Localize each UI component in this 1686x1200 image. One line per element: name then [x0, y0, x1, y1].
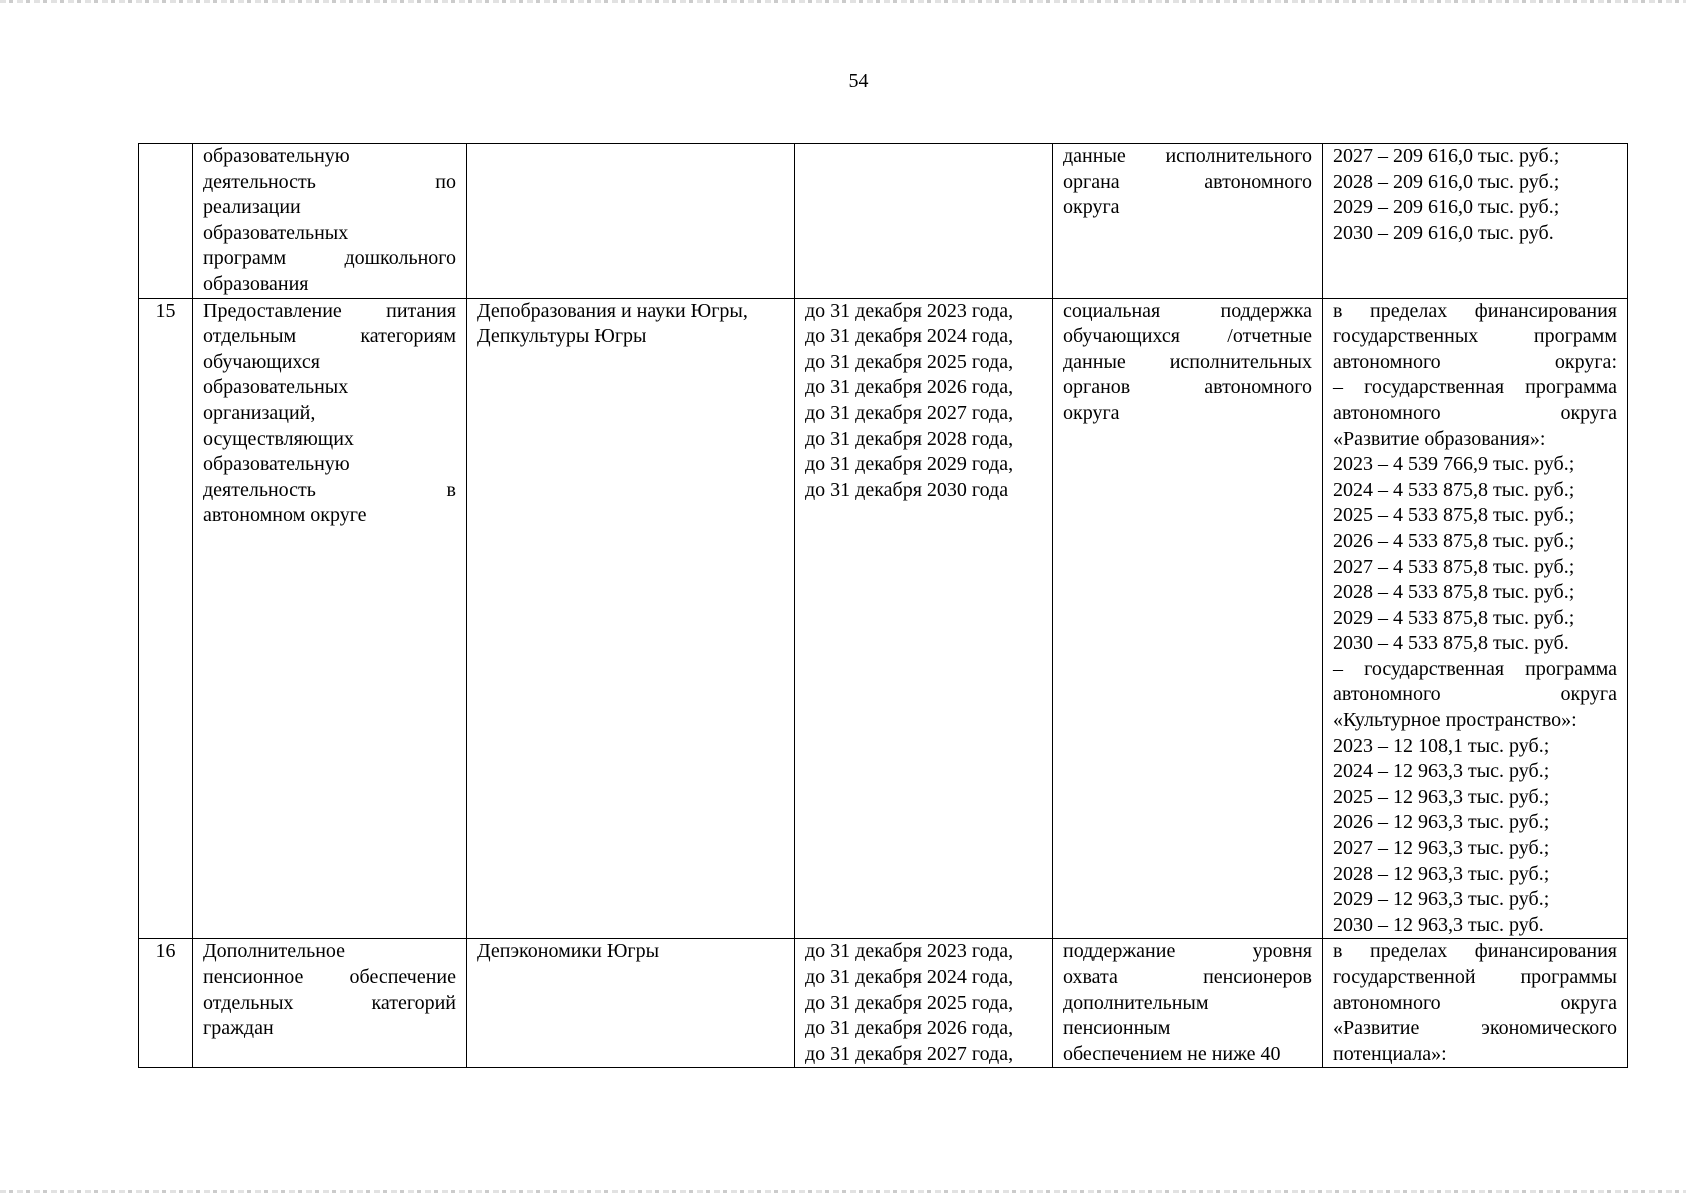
result-cell: [1053, 298, 1323, 939]
text-line: до 31 декабря 2023 года,: [805, 299, 1014, 322]
text-line: обеспечением не ниже 40: [1063, 1042, 1281, 1065]
text-line: государственных программ: [1333, 325, 1617, 348]
text-line: образовательную: [203, 145, 350, 167]
table-row: [139, 298, 1628, 939]
text-line: 2026 – 4 533 875,8 тыс. руб.;: [1333, 529, 1575, 552]
table-row: [139, 144, 1628, 299]
finance-cell: [1323, 939, 1628, 1068]
text-line: реализации: [203, 196, 301, 219]
deadline-cell: [795, 298, 1053, 939]
text-line: автономного округа: [1333, 991, 1617, 1014]
scan-edge-bottom: [0, 1190, 1686, 1193]
text-line: 2030 – 4 533 875,8 тыс. руб.: [1333, 632, 1569, 655]
text-line: отдельным категориям: [203, 325, 456, 348]
text-line: осуществляющих: [203, 427, 354, 450]
text-line: данные исполнительных: [1063, 350, 1312, 373]
text-line: автономного округа: [1333, 683, 1617, 706]
measure-name-cell: [193, 939, 467, 1068]
text-line: до 31 декабря 2027 года,: [805, 1042, 1014, 1065]
text-line: 2029 – 12 963,3 тыс. руб.;: [1333, 888, 1550, 911]
text-line: до 31 декабря 2028 года,: [805, 427, 1014, 450]
text-line: программ дошкольного: [203, 247, 456, 270]
text-line: до 31 декабря 2030 года: [805, 478, 1009, 501]
text-line: 2025 – 4 533 875,8 тыс. руб.;: [1333, 504, 1575, 527]
deadline-cell: [795, 144, 1053, 299]
text-line: образовательную: [203, 453, 350, 476]
result-cell: [1053, 939, 1323, 1068]
text-line: «Культурное пространство»:: [1333, 709, 1577, 732]
text-line: до 31 декабря 2024 года,: [805, 325, 1014, 348]
text-line: образовательных: [203, 221, 349, 244]
text-line: отдельных категорий: [203, 991, 456, 1014]
text-line: пенсионным: [1063, 1017, 1171, 1040]
text-line: до 31 декабря 2025 года,: [805, 991, 1014, 1014]
text-line: в пределах финансирования: [1333, 940, 1617, 963]
text-line: Депкультуры Югры: [477, 325, 647, 348]
text-line: – государственная программа: [1333, 657, 1617, 680]
row-number: 16: [139, 939, 193, 1068]
text-line: Депэкономики Югры: [477, 940, 660, 963]
text-line: потенциала»:: [1333, 1042, 1447, 1065]
text-line: 2027 – 12 963,3 тыс. руб.;: [1333, 837, 1550, 860]
text-line: данные исполнительного: [1063, 145, 1312, 167]
text-line: 2030 – 209 616,0 тыс. руб.: [1333, 221, 1554, 244]
result-cell: [1053, 144, 1323, 299]
text-line: социальная поддержка: [1063, 299, 1312, 322]
text-line: 2023 – 4 539 766,9 тыс. руб.;: [1333, 453, 1575, 476]
text-line: охвата пенсионеров: [1063, 966, 1312, 988]
text-line: 2028 – 4 533 875,8 тыс. руб.;: [1333, 581, 1575, 604]
text-line: до 31 декабря 2026 года,: [805, 1017, 1014, 1040]
text-line: образовательных: [203, 376, 349, 399]
text-line: в пределах финансирования: [1333, 299, 1617, 322]
measure-name-cell: [193, 298, 467, 939]
row-number: 15: [139, 298, 193, 939]
text-line: 2028 – 12 963,3 тыс. руб.;: [1333, 862, 1550, 885]
finance-cell: [1323, 144, 1628, 299]
page-number: 54: [848, 70, 869, 92]
text-line: Предоставление питания: [203, 299, 456, 322]
text-line: округа: [1063, 401, 1120, 424]
text-line: автономного округа: [1333, 401, 1617, 424]
scan-edge-top: [0, 0, 1686, 3]
deadline-cell: [795, 939, 1053, 1068]
text-line: деятельность по: [203, 170, 456, 193]
measure-name-cell: [193, 144, 467, 299]
row-number: [139, 144, 193, 299]
text-line: 2029 – 209 616,0 тыс. руб.;: [1333, 196, 1560, 219]
text-line: до 31 декабря 2023 года,: [805, 940, 1014, 963]
text-line: 2027 – 4 533 875,8 тыс. руб.;: [1333, 555, 1575, 578]
text-line: 2026 – 12 963,3 тыс. руб.;: [1333, 811, 1550, 834]
text-line: 2024 – 12 963,3 тыс. руб.;: [1333, 760, 1550, 783]
executor-cell: [467, 144, 795, 299]
finance-cell: [1323, 298, 1628, 939]
text-line: до 31 декабря 2024 года,: [805, 966, 1014, 988]
text-line: граждан: [203, 1017, 274, 1040]
text-line: органов автономного: [1063, 376, 1312, 399]
text-line: деятельность в: [203, 478, 456, 501]
text-line: до 31 декабря 2026 года,: [805, 376, 1014, 399]
program-table: [138, 143, 1628, 1068]
table-row: [139, 939, 1628, 1068]
text-line: Дополнительное: [203, 940, 346, 963]
text-line: Депобразования и науки Югры,: [477, 299, 748, 322]
text-line: поддержание уровня: [1063, 940, 1312, 963]
text-line: образования: [203, 272, 309, 295]
text-line: 2029 – 4 533 875,8 тыс. руб.;: [1333, 606, 1575, 629]
text-line: 2025 – 12 963,3 тыс. руб.;: [1333, 785, 1550, 808]
text-line: до 31 декабря 2029 года,: [805, 453, 1014, 476]
text-line: обучающихся: [203, 350, 320, 373]
executor-cell: [467, 298, 795, 939]
text-line: 2028 – 209 616,0 тыс. руб.;: [1333, 170, 1560, 193]
text-line: 2027 – 209 616,0 тыс. руб.;: [1333, 145, 1560, 167]
executor-cell: [467, 939, 795, 1068]
text-line: округа: [1063, 196, 1120, 219]
text-line: 2023 – 12 108,1 тыс. руб.;: [1333, 734, 1550, 757]
text-line: автономном округе: [203, 504, 367, 527]
text-line: органа автономного: [1063, 170, 1312, 193]
text-line: до 31 декабря 2025 года,: [805, 350, 1014, 373]
text-line: пенсионное обеспечение: [203, 966, 456, 988]
text-line: 2024 – 4 533 875,8 тыс. руб.;: [1333, 478, 1575, 501]
text-line: 2030 – 12 963,3 тыс. руб.: [1333, 913, 1544, 936]
text-line: обучающихся /отчетные: [1063, 325, 1312, 348]
text-line: автономного округа:: [1333, 350, 1617, 373]
text-line: «Развитие образования»:: [1333, 427, 1546, 450]
text-line: до 31 декабря 2027 года,: [805, 401, 1014, 424]
text-line: «Развитие экономического: [1333, 1017, 1617, 1040]
table-body: [139, 144, 1628, 1068]
text-line: организаций,: [203, 401, 316, 424]
text-line: государственной программы: [1333, 966, 1617, 988]
text-line: – государственная программа: [1333, 376, 1617, 399]
text-line: дополнительным: [1063, 991, 1209, 1014]
